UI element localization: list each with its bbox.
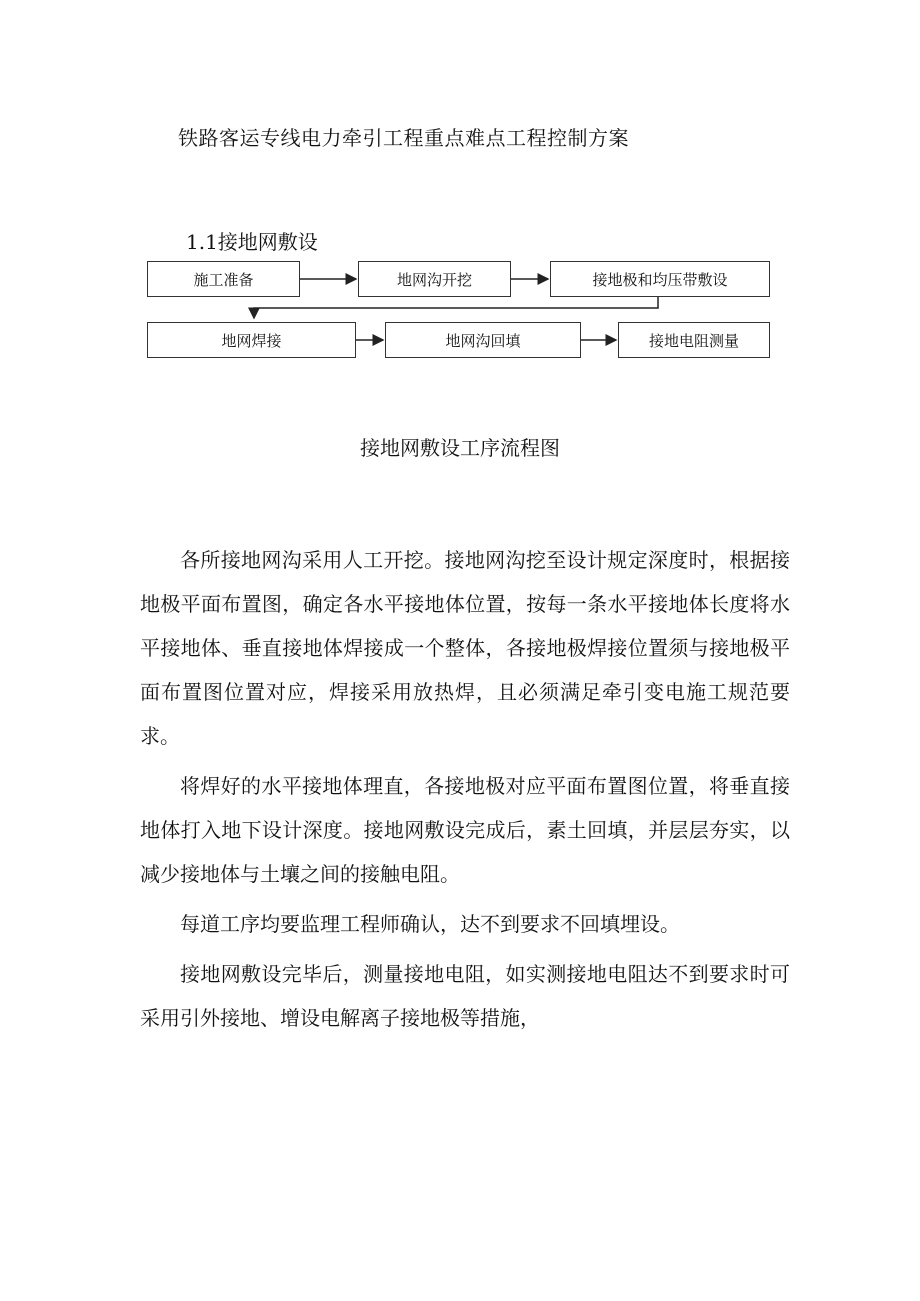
figure-caption: 接地网敷设工序流程图 xyxy=(360,436,560,460)
section-heading: 1.1接地网敷设 xyxy=(186,230,318,254)
body-text xyxy=(140,538,790,1046)
paragraph-supervision: 每道工序均要监理工程师确认，达不到要求不回填埋设。 xyxy=(180,912,680,936)
flow-step-4: 地网焊接 xyxy=(147,322,356,358)
paragraph-excavation: 各所接地网沟采用人工开挖。接地网沟挖至设计规定深度时，根据接地极平面布置图，确定各水平接地体位置，按每一条水平接地体长度将水平接地体、垂直接地体焊接成一个整体，各接地极焊接位置须与接地极平面布置图位置对应，焊接采用放热焊，且必须满足牵引变电施工规范要求。 xyxy=(140,548,790,748)
arrow-3-to-4 xyxy=(254,296,658,318)
paragraph-backfill: 将焊好的水平接地体理直，各接地极对应平面布置图位置，将垂直接地体打入地下设计深度。接地网敷设完成后，素土回填，并层层夯实，以减少接地体与土壤之间的接触电阻。 xyxy=(140,774,790,886)
flow-step-5: 地网沟回填 xyxy=(385,322,581,358)
flow-step-1: 施工准备 xyxy=(147,261,300,297)
process-flowchart xyxy=(0,0,920,400)
flow-step-6: 接地电阻测量 xyxy=(618,322,770,358)
flow-step-2: 地网沟开挖 xyxy=(358,261,511,297)
flow-step-3: 接地极和均压带敷设 xyxy=(550,261,770,297)
paragraph-resistance-test: 接地网敷设完毕后，测量接地电阻，如实测接地电阻达不到要求时可采用引外接地、增设电解离子接地极等措施， xyxy=(140,962,790,1030)
flowchart-arrows xyxy=(0,0,920,400)
document-title: 铁路客运专线电力牵引工程重点难点工程控制方案 xyxy=(178,126,629,150)
